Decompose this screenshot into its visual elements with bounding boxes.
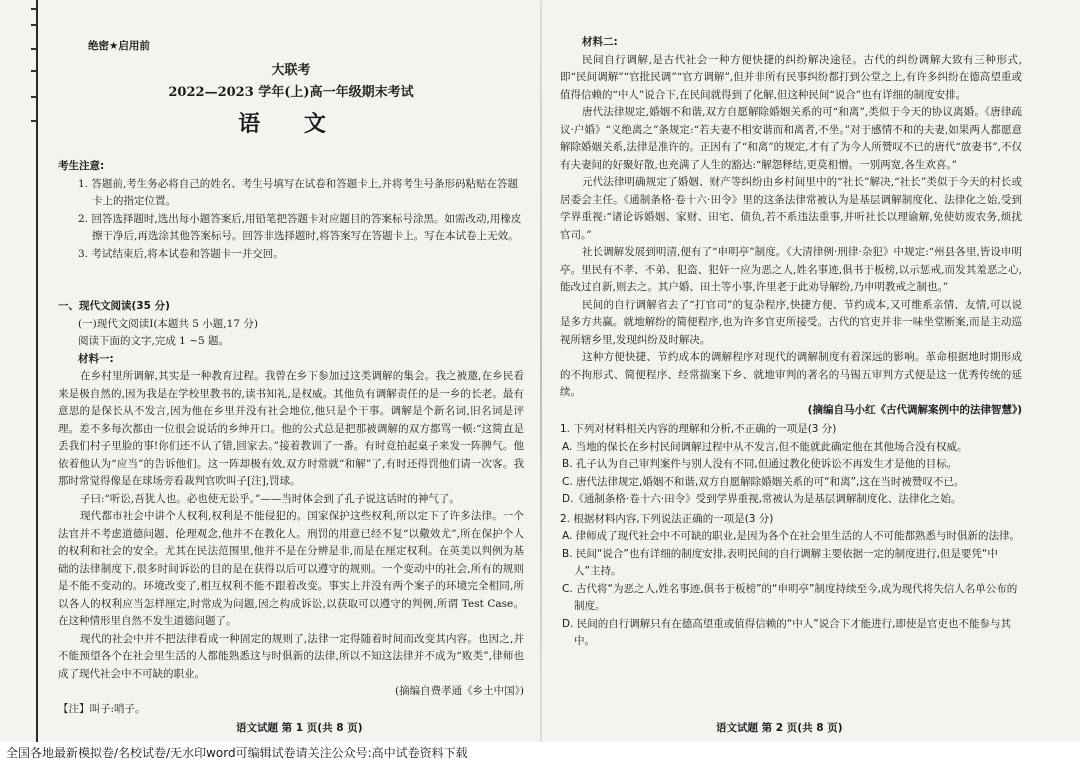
answer-option: B. 孔子认为自己审判案件与别人没有不同,但通过教化使诉讼不再发生才是他的目标。 [562,458,958,470]
answer-option: C. 唐代法律规定,婚姻不和谐,双方自愿解除婚姻关系的可“和离”,这在当时被赞叹不已。 [562,475,965,488]
question-2 [560,511,1022,651]
notice-item: 2. 回答选择题时,选出每小题答案后,用铅笔把答题卡对应题目的答案标号涂黑。如需改动,用橡皮擦干净后,再选涂其他答案标号。回答非选择题时,将答案写在答题卡上。写在本试卷上无效。 [78,212,522,242]
answer-option: A. 律师成了现代社会中不可缺的职业,是因为各个在社会里生活的人不可能都熟悉与时俱新的法律。 [562,530,1021,542]
binding-mark [31,96,37,98]
material-2-paragraph: 民间自行调解,是古代社会一种方便快捷的纠纷解决途径。古代的纠纷调解大致有三种形式,即“民间调解”“官批民调”“官方调解”,但并非所有民事纠纷都打到公堂之上,有许多纠纷在德高望重或值得信赖的“中人”说合下,在民间就得到了化解,但这种民间“说合”也有详细的制度安排。 [560,53,1022,101]
material-2-source: (摘编自马小红《古代调解案例中的法律智慧》) [807,403,1022,416]
material-2-paragraph: 社长调解发展到明清,便有了“申明亭”制度。《大清律例·刑律·杂犯》中规定:“州县各里,皆设申明亭。里民有不孝、不弟、犯盗、犯奸一应为恶之人,姓名事迹,俱书于板榜,以示惩戒,而发其羞恶之心,能改过自新,则去之。其户婚、田土等小事,许里老于此劝导解纷,乃申明教戒之制也。” [560,246,1022,293]
page-fold [540,0,542,742]
material-1-source: (摘编自费孝通《乡土中国》) [395,685,524,697]
answer-option: C. 古代将“为恶之人,姓名事迹,俱书于板榜”的“申明亭”制度持续至今,成为现代将失信人名单公布的制度。 [562,582,1018,612]
page-2-footer: 语文试题 第 2 页(共 8 页) [716,722,843,734]
exam-title: 大联考 [271,63,311,78]
material-2-block [560,34,1022,651]
binding-mark [31,24,37,26]
question-stem: 1. 下列对材料相关内容的理解和分析,不正确的一项是(3 分) [560,423,837,435]
page-2 [560,0,1022,742]
reading-section [58,298,524,718]
binding-mark [31,8,37,10]
binding-line [36,0,38,742]
material-1-paragraph: 在乡村里所调解,其实是一种教育过程。我曾在乡下参加过这类调解的集会。我之被邀,在乡民看来是极自然的,因为我是在学校里教书的,读书知礼,是权威。其他负有调解责任的是一乡的长老。最有意思的是保长从不发言,因为他在乡里并没有社会地位,他只是个干事。调解是个新名词,旧名词是评理。差不多每次都由一位很会说话的乡绅开口。他的公式总是把那被调解的双方都骂一顿:“这简直是丢我们村子里脸的事!你们还不认了错,回家去。”接着教训了一番。有时竟拍起桌子来发一阵脾气。他依着他认为“应当”的告诉他们。这一阵却极有效,双方时常就“和解”了,有时还得罚他们请一次客。我那时常觉得像是在球场旁看裁判官吹叫子[注],罚球。 [58,370,524,487]
material-2-paragraph: 民间的自行调解省去了“打官司”的复杂程序,快捷方便、节约成本,又可维系亲情、友情,可以说是多方共赢。就地解纷的简便程序,也为许多官吏所接受。古代的官吏并非一味坐堂断案,而是主动巡视所辖乡里,发现纠纷及时解决。 [560,298,1022,346]
notice-heading: 考生注意: [58,160,105,172]
material-1-paragraph: 子曰:“听讼,吾犹人也。必也使无讼乎。”——当时体会到了孔子说这话时的神气了。 [80,492,460,505]
question-1 [560,421,1022,509]
material-2-paragraph: 唐代法律规定,婚姻不和谐,双方自愿解除婚姻关系的可“和离”,类似于今天的协议离婚。《唐律疏议·户婚》“义绝离之”条规定:“若夫妻不相安谐而和离者,不坐。”对于感情不和的夫妻,如果两人都愿意解除婚姻关系,法律是准许的。正因有了“和离”的规定,才有了为今人所赞叹不已的唐代“放妻书”,不仅有夫妻间的好聚好散,也充满了人生的豁达:“解怨释结,更莫相憎。一别两宽,各生欢喜。” [560,106,1022,171]
section-heading: 一、现代文阅读(35 分) [58,300,170,312]
secret-label: 绝密★启用前 [88,40,150,52]
notice-block [58,158,524,263]
binding-mark [31,120,37,122]
material-1-paragraph: 现代的社会中并不把法律看成一种固定的规则了,法律一定得随着时间而改变其内容。也因之,并不能预望各个在社会里生活的人都能熟悉这与时俱新的法律,所以不知这法律并不成为“败类”,律师也成了现代社会中不可缺的职业。 [58,632,524,680]
answer-option: B. 民间“说合”也有详细的制度安排,表明民间的自行调解主要依据一定的制度进行,但是要凭“中人”主持。 [562,547,998,577]
reading-instruction: 阅读下面的文字,完成 1 ~5 题。 [78,335,230,347]
material-1-paragraph: 现代都市社会中讲个人权利,权利是不能侵犯的。国家保护这些权利,所以定下了许多法律。一个法官并不考虑道德问题、伦理观念,他并不在教化人。刑罚的用意已经不复“以儆效尤”,所在保护个人的权利和社会的安全。尤其在民法范围里,他并不是在分辨是非,而是在厘定权利。在英美以判例为基础的法律制度下,很多时间诉讼的目的是在获得以后可以遵守的规则。一个变动中的社会,所有的规则是不能不变动的。环境改变了,相互权利不能不跟着改变。事实上并没有两个案子的环境完全相同,所以各人的权利应当怎样厘定,时常成为问题,因之构成诉讼,以获取可以遵守的判例,所谓 Test Case。在这种情形里自然不发生道德问题了。 [58,510,524,627]
answer-option: D.《通制条格·卷十六·田令》受到学界重视,常被认为是基层调解制度化、法律化之始。 [562,493,962,505]
answer-option: A. 当地的保长在乡村民间调解过程中从不发言,但不能就此确定他在其他场合没有权威。 [562,440,968,453]
exam-subtitle: 2022—2023 学年(上)高一年级期末考试 [168,85,414,100]
bottom-banner: 全国各地最新模拟卷/名校试卷/无水印word可编辑试卷请关注公众号:高中试卷资料下载 [0,742,1080,764]
binding-margin [28,0,42,742]
binding-mark [31,70,37,72]
question-stem: 2. 根据材料内容,下列说法正确的一项是(3 分) [560,512,774,525]
notice-item: 1. 答题前,考生务必将自己的姓名、考生号填写在试卷和答题卡上,并将考生号条形码粘贴在答题卡上的指定位置。 [78,177,519,207]
material-1-label: 材料一: [78,352,114,365]
answer-option: D. 民间的自行调解只有在德高望重或值得信赖的“中人”说合下才能进行,即使是官吏也不能参与其中。 [562,617,1011,647]
subject-title: 语 文 [238,111,344,137]
material-2-label: 材料二: [582,36,618,48]
material-2-paragraph: 这种方便快捷、节约成本的调解程序对现代的调解制度有着深远的影响。革命根据地时期形成的不拘形式、简便程序、经常揣案下乡、就地审判的著名的马锡五审判方式便是这一优秀传统的延续。 [560,351,1022,398]
material-2-paragraph: 元代法律明确规定了婚姻、财产等纠纷由乡村间里中的“社长”解决,“社长”类似于今天的村长或居委会主任。《通制条格·卷十六·田令》里的这条法律常被认为是基层调解制度化、法律化之始,受到学界重视:“诸论诉婚姻、家财、田宅、债负,若不系违法重事,并听社长以理谕解,免使妨废农务,烦扰官司。” [560,176,1022,241]
page-1 [58,0,524,742]
material-1-note: 【注】叫子:哨子。 [58,702,146,715]
notice-item: 3. 考试结束后,将本试卷和答题卡一并交回。 [78,247,284,260]
binding-mark [31,48,37,50]
subsection-heading: (一)现代文阅读Ⅰ(本题共 5 小题,17 分) [78,317,258,330]
page-1-footer: 语文试题 第 1 页(共 8 页) [236,722,363,734]
